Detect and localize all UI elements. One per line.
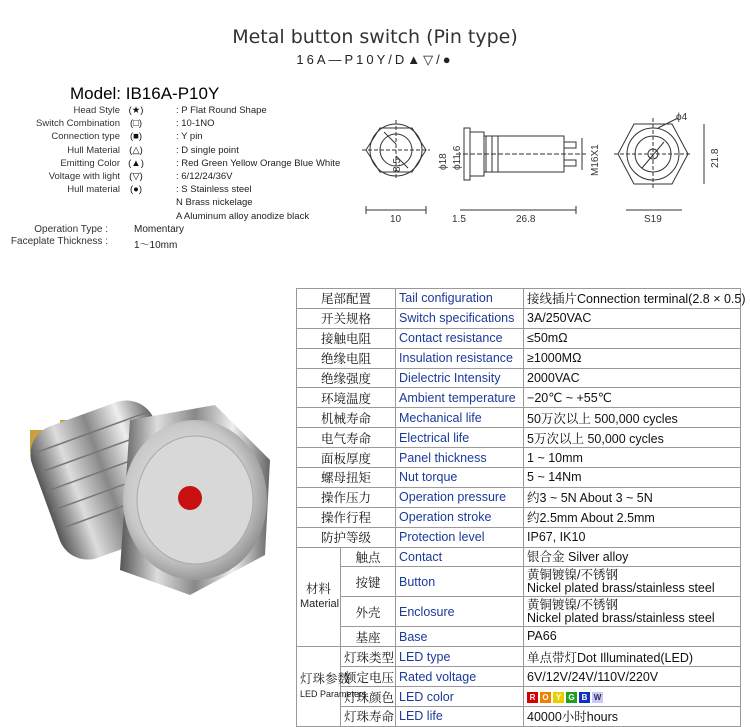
- led-color-swatch: O: [540, 692, 551, 703]
- table-row: [297, 547, 741, 567]
- dim-phi18: ϕ18: [438, 153, 449, 170]
- row-value: IP67, IK10: [524, 527, 741, 547]
- operation-info: [0, 224, 250, 254]
- table-row: [297, 289, 741, 309]
- row-value-line2: Nickel plated brass/stainless steel: [527, 580, 715, 595]
- row-value: [524, 547, 741, 567]
- spec-symbol: (□): [129, 118, 143, 130]
- row-value: 3A/250VAC: [524, 308, 741, 328]
- row-en: LED type: [396, 647, 524, 667]
- row-value-line1: PA66: [527, 629, 557, 644]
- spec-value: : D single point: [176, 144, 239, 156]
- spec-value: A Aluminum alloy anodize black: [176, 210, 310, 222]
- table-row: [297, 468, 741, 488]
- row-en: Button: [396, 567, 524, 597]
- row-cn: 灯珠颜色: [341, 687, 396, 707]
- row-cn: 操作压力: [297, 487, 396, 507]
- row-value: [524, 597, 741, 627]
- spec-symbol: (▲): [128, 157, 144, 169]
- dim-m16x1: M16X1: [590, 144, 601, 176]
- row-value-line1: 银合金 Silver alloy: [527, 549, 629, 564]
- table-row: [297, 597, 741, 627]
- table-row: [297, 348, 741, 368]
- spec-value: : Y pin: [176, 131, 203, 143]
- table-row: [297, 487, 741, 507]
- row-value-line2: Nickel plated brass/stainless steel: [527, 610, 715, 625]
- row-en: Ambient temperature: [396, 388, 524, 408]
- table-row: [297, 647, 741, 667]
- row-cn: 电气寿命: [297, 428, 396, 448]
- led-color-values: [524, 687, 741, 707]
- led-group-en: LED Parameters: [300, 689, 367, 700]
- led-group-cn: 灯珠参数: [300, 672, 351, 687]
- dim-8-5: 8.5: [392, 158, 403, 172]
- operation-type-label: Operation Type :: [34, 224, 108, 235]
- dim-s19: S19: [644, 214, 662, 225]
- spec-value: : P Flat Round Shape: [176, 105, 267, 116]
- spec-label: Voltage with light: [48, 170, 120, 182]
- spec-symbol: (▽): [129, 170, 143, 182]
- spec-symbol: (★): [128, 105, 144, 116]
- row-cn: 尾部配置: [297, 289, 396, 309]
- row-value: 5万次以上 50,000 cycles: [524, 428, 741, 448]
- row-cn: 灯珠类型: [341, 647, 396, 667]
- row-en: Panel thickness: [396, 448, 524, 468]
- product-photo: [10, 350, 290, 680]
- row-en: LED color: [396, 687, 524, 707]
- dim-10: 10: [390, 214, 402, 225]
- row-cn: 面板厚度: [297, 448, 396, 468]
- row-cn: 操作行程: [297, 507, 396, 527]
- spec-label: Connection type: [51, 131, 120, 143]
- row-cn: 接触电阻: [297, 328, 396, 348]
- spec-list: [0, 104, 360, 223]
- row-cn: 基座: [341, 627, 396, 647]
- row-value: [524, 627, 741, 647]
- table-row: [297, 687, 741, 707]
- row-value: 1 ~ 10mm: [524, 448, 741, 468]
- technical-drawing: [356, 110, 736, 235]
- spec-row: [0, 210, 360, 223]
- row-en: Contact: [396, 547, 524, 567]
- row-cn: 外壳: [341, 597, 396, 627]
- material-group-cn: 材料: [305, 582, 331, 597]
- table-row: [297, 667, 741, 687]
- table-row: [297, 507, 741, 527]
- row-cn: 灯珠寿命: [341, 707, 396, 727]
- led-color-swatch: Y: [553, 692, 564, 703]
- row-value: 单点带灯Dot Illuminated(LED): [524, 647, 741, 667]
- dim-phi11-6: ϕ11.6: [452, 145, 463, 170]
- dim-21-8: 21.8: [710, 148, 721, 168]
- spec-value: : 10-1NO: [176, 118, 215, 130]
- material-group-en: Material: [300, 598, 340, 611]
- row-en: Operation pressure: [396, 487, 524, 507]
- row-value-line1: 黄铜镀镍/不锈钢: [527, 597, 618, 612]
- table-row: [297, 567, 741, 597]
- row-value: ≤50mΩ: [524, 328, 741, 348]
- dim-26-8: 26.8: [516, 214, 536, 225]
- spec-row: [0, 170, 360, 183]
- row-value: 50万次以上 500,000 cycles: [524, 408, 741, 428]
- row-cn: 防护等级: [297, 527, 396, 547]
- row-en: Tail configuration: [396, 289, 524, 309]
- row-value: 2000VAC: [524, 368, 741, 388]
- spec-value: N Brass nickelage: [176, 197, 253, 209]
- row-en: Base: [396, 627, 524, 647]
- spec-label: Head Style: [73, 105, 120, 116]
- spec-row: [0, 117, 360, 130]
- row-en: Protection level: [396, 527, 524, 547]
- row-en: Insulation resistance: [396, 348, 524, 368]
- led-group: [297, 647, 367, 727]
- spec-label: Emitting Color: [60, 157, 120, 169]
- spec-table: [296, 288, 746, 727]
- row-en: Rated voltage: [396, 667, 524, 687]
- spec-value: : Red Green Yellow Orange Blue White: [176, 157, 341, 169]
- table-row: [297, 368, 741, 388]
- spec-value: : 6/12/24/36V: [176, 170, 233, 182]
- spec-row: [0, 183, 360, 196]
- table-row: [297, 428, 741, 448]
- row-value: 约2.5mm About 2.5mm: [524, 507, 741, 527]
- operation-type-value: Momentary: [134, 224, 185, 235]
- table-row: [297, 627, 741, 647]
- row-cn: 绝缘强度: [297, 368, 396, 388]
- table-row: [297, 308, 741, 328]
- part-code: 16A—P10Y/D▲▽/●: [296, 52, 454, 67]
- spec-symbol: (△): [129, 144, 143, 156]
- spec-label: Hull material: [67, 184, 120, 196]
- row-en: LED life: [396, 707, 524, 727]
- led-color-swatch: G: [566, 692, 577, 703]
- row-cn: 按键: [341, 567, 396, 597]
- row-cn: 螺母扭矩: [297, 468, 396, 488]
- spec-label: Switch Combination: [36, 118, 120, 130]
- table-row: [297, 707, 741, 727]
- model-number: Model: IB16A-P10Y: [70, 84, 220, 103]
- spec-value: : S Stainless steel: [176, 184, 252, 196]
- table-row: [297, 408, 741, 428]
- row-en: Enclosure: [396, 597, 524, 627]
- row-value: −20℃ ~ +55℃: [524, 388, 741, 408]
- row-value: 接线插片Connection terminal(2.8 × 0.5): [524, 289, 741, 309]
- row-value: ≥1000MΩ: [524, 348, 741, 368]
- row-cn: 环境温度: [297, 388, 396, 408]
- dim-1-5: 1.5: [452, 214, 466, 225]
- row-en: Nut torque: [396, 468, 524, 488]
- spec-row: [0, 157, 360, 170]
- row-value: 约3 ~ 5N About 3 ~ 5N: [524, 487, 741, 507]
- table-row: [297, 448, 741, 468]
- spec-row: [0, 196, 360, 209]
- spec-row: [0, 144, 360, 157]
- row-cn: 额定电压: [341, 667, 396, 687]
- row-en: Operation stroke: [396, 507, 524, 527]
- led-color-swatch: W: [593, 692, 602, 702]
- table-row: [297, 328, 741, 348]
- page-title: Metal button switch (Pin type): [232, 26, 518, 48]
- led-color-swatch: B: [579, 692, 590, 703]
- row-en: Contact resistance: [396, 328, 524, 348]
- row-value: 5 ~ 14Nm: [524, 468, 741, 488]
- row-en: Switch specifications: [396, 308, 524, 328]
- row-value: [524, 567, 741, 597]
- row-cn: 触点: [341, 547, 396, 567]
- row-en: Dielectric Intensity: [396, 368, 524, 388]
- row-cn: 开关规格: [297, 308, 396, 328]
- spec-symbol: (■): [129, 131, 143, 143]
- spec-label: Hull Material: [67, 144, 120, 156]
- row-cn: 绝缘电阻: [297, 348, 396, 368]
- faceplate-thickness-label: Faceplate Thickness :: [10, 236, 108, 247]
- spec-row: [0, 130, 360, 143]
- table-row: [297, 527, 741, 547]
- spec-row: [0, 104, 360, 117]
- row-en: Electrical life: [396, 428, 524, 448]
- material-group: [297, 547, 341, 647]
- spec-symbol: (●): [129, 184, 143, 196]
- table-row: [297, 388, 741, 408]
- faceplate-thickness-value: 1～10mm: [134, 240, 178, 251]
- row-value: 40000小时hours: [524, 707, 741, 727]
- led-color-swatch: R: [527, 692, 538, 703]
- row-en: Mechanical life: [396, 408, 524, 428]
- row-value-line1: 黄铜镀镍/不锈钢: [527, 567, 618, 582]
- row-cn: 机械寿命: [297, 408, 396, 428]
- dim-phi4: ϕ4: [676, 112, 688, 123]
- row-value: 6V/12V/24V/110V/220V: [524, 667, 741, 687]
